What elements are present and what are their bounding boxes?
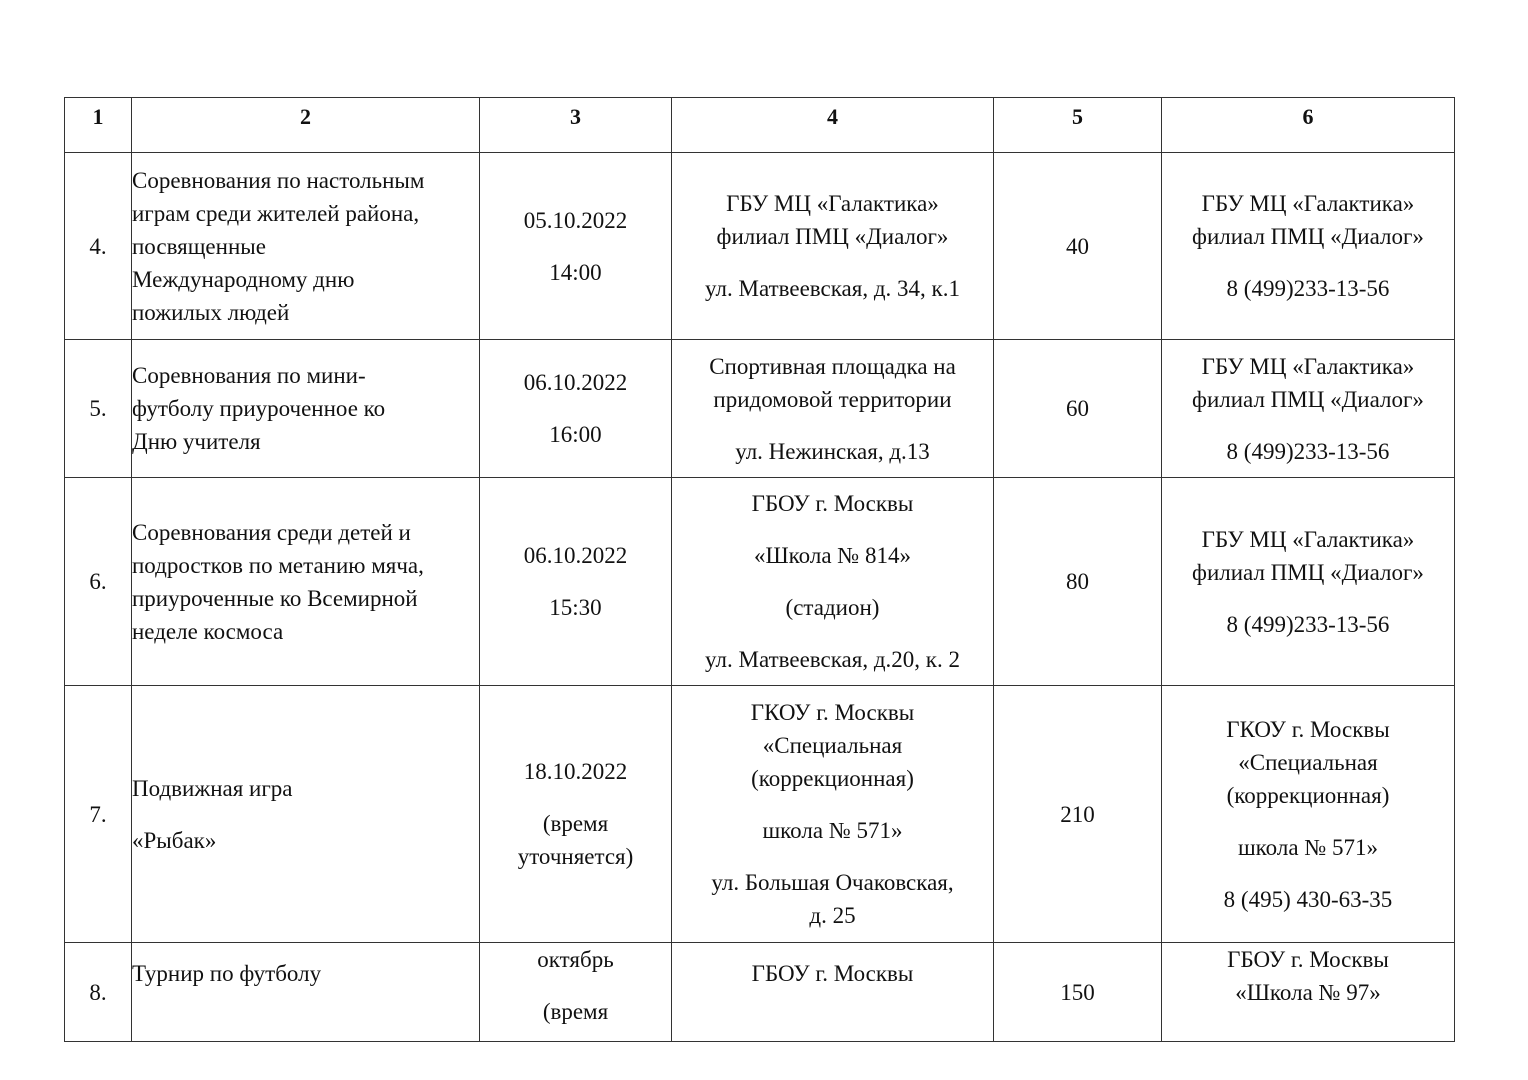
event-time: (время — [542, 811, 609, 836]
event-date: 06.10.2022 — [523, 370, 628, 395]
event-time: 16:00 — [549, 422, 602, 447]
row-number: 8. — [65, 943, 132, 1042]
participant-count: 210 — [994, 686, 1162, 943]
row-number: 6. — [65, 478, 132, 686]
event-date-time — [480, 478, 672, 686]
participant-count: 60 — [994, 340, 1162, 478]
row-number: 4. — [65, 153, 132, 340]
table-row — [65, 153, 1455, 340]
event-organizer: ГБУ МЦ «Галактика» филиал ПМЦ «Диалог» 8 (499)233-13-56 — [1162, 153, 1455, 340]
header-cell-2: 2 — [132, 98, 480, 153]
table-row — [65, 943, 1455, 1042]
organizer-phone: 8 (499)233-13-56 — [1226, 611, 1390, 637]
event-time: 14:00 — [549, 259, 602, 285]
venue-address: ул. Нежинская, д.13 — [735, 438, 930, 464]
event-organizer: ГБУ МЦ «Галактика» филиал ПМЦ «Диалог» 8 (499)233-13-56 — [1162, 478, 1455, 686]
header-cell-6: 6 — [1162, 98, 1455, 153]
table-row — [65, 340, 1455, 478]
organizer-phone: 8 (495) 430-63-35 — [1223, 886, 1393, 912]
event-time: (время — [542, 999, 609, 1024]
row-number: 7. — [65, 686, 132, 943]
header-cell-4: 4 — [672, 98, 994, 153]
event-date: 18.10.2022 — [523, 759, 628, 784]
venue-address: ул. Матвеевская, д. 34, к.1 — [705, 276, 960, 301]
event-organizer: ГКОУ г. Москвы «Специальная (коррекционная) школа № 571» 8 (495) 430-63-35 — [1162, 686, 1455, 943]
event-date-time: 18.10.2022 (время уточняется) — [480, 686, 672, 943]
event-date-time — [480, 153, 672, 340]
participant-count: 40 — [994, 153, 1162, 340]
row-number: 5. — [65, 340, 132, 478]
venue-address: ул. Матвеевская, д.20, к. 2 — [705, 647, 960, 672]
organizer-phone: 8 (499)233-13-56 — [1226, 276, 1390, 301]
organizer-phone: 8 (499)233-13-56 — [1226, 438, 1390, 464]
event-name: Соревнования по мини- футболу приуроченное ко Дню учителя — [132, 340, 480, 478]
table-header-row — [65, 98, 1455, 153]
event-date: 05.10.2022 — [523, 207, 628, 233]
event-date: октябрь — [537, 947, 614, 972]
event-name: Соревнования по настольным играм среди жителей района, посвященные Международному дню пожилых людей — [132, 153, 480, 340]
event-time: 15:30 — [549, 595, 602, 620]
event-name: Соревнования среди детей и подростков по метанию мяча, приуроченные ко Всемирной неделе космоса — [132, 478, 480, 686]
event-venue: ГБОУ г. Москвы — [672, 943, 994, 1042]
event-venue: ГКОУ г. Москвы «Специальная (коррекционная) школа № 571» ул. Большая Очаковская, д. 25 — [672, 686, 994, 943]
header-cell-1: 1 — [65, 98, 132, 153]
table-row — [65, 478, 1455, 686]
event-date-time — [480, 340, 672, 478]
event-venue: ГБУ МЦ «Галактика» филиал ПМЦ «Диалог» ул. Матвеевская, д. 34, к.1 — [672, 153, 994, 340]
event-venue: ГБОУ г. Москвы «Школа № 814» (стадион) ул. Матвеевская, д.20, к. 2 — [672, 478, 994, 686]
event-date-time — [480, 943, 672, 1042]
table-row — [65, 686, 1455, 943]
participant-count: 80 — [994, 478, 1162, 686]
event-name: Турнир по футболу — [132, 943, 480, 1042]
events-table — [64, 97, 1455, 1042]
venue-address: ул. Большая Очаковская, — [711, 870, 954, 895]
event-date: 06.10.2022 — [523, 543, 628, 568]
event-venue: Спортивная площадка на придомовой территории ул. Нежинская, д.13 — [672, 340, 994, 478]
participant-count: 150 — [994, 943, 1162, 1042]
event-organizer: ГБОУ г. Москвы «Школа № 97» — [1162, 943, 1455, 1042]
header-cell-5: 5 — [994, 98, 1162, 153]
event-organizer: ГБУ МЦ «Галактика» филиал ПМЦ «Диалог» 8 (499)233-13-56 — [1162, 340, 1455, 478]
event-name: Подвижная игра «Рыбак» — [132, 686, 480, 943]
header-cell-3: 3 — [480, 98, 672, 153]
